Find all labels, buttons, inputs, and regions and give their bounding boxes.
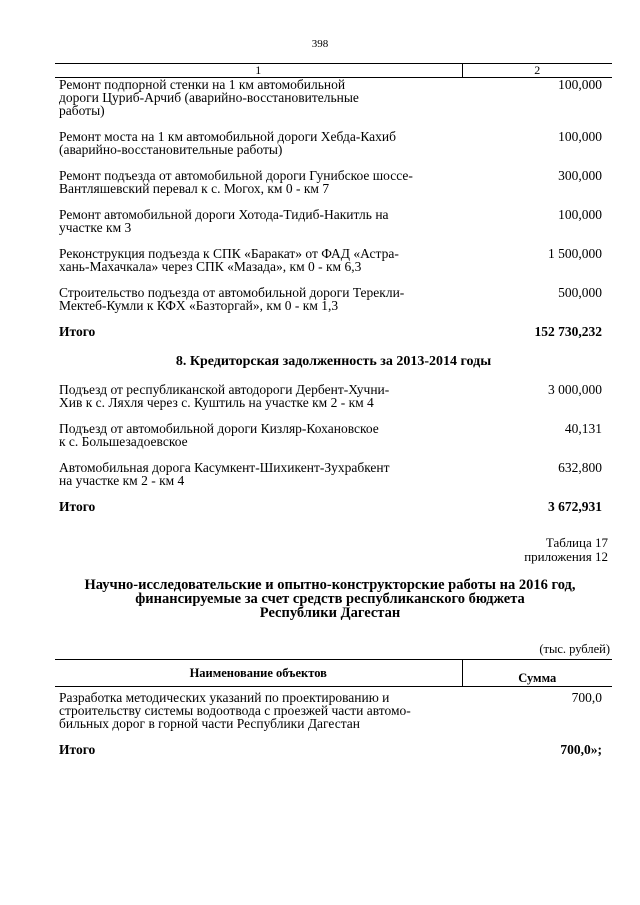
total-row <box>55 500 612 527</box>
object-name: Подъезд от автомобильной дороги Кизляр-Кохановское к с. Большезадоевское <box>59 421 379 449</box>
object-name: Ремонт подъезда от автомобильной дороги Гунибское шоссе- Вантляшевский перевал к с. Могох, км 0 - км 7 <box>59 168 413 196</box>
object-name: Ремонт автомобильной дороги Хотода-Тидиб-Накитль на участке км 3 <box>59 207 389 235</box>
object-amount: 1 500,000 <box>548 246 602 261</box>
table-row <box>55 78 612 131</box>
section-title: 8. Кредиторская задолженность за 2013-2014 годы <box>175 354 492 369</box>
column-header-2: 2 <box>462 64 612 78</box>
table-header-row <box>55 64 612 78</box>
table-row <box>55 422 612 461</box>
object-amount: 700,0 <box>571 690 602 705</box>
table-reference: Таблица 17 приложения 12 <box>524 535 608 564</box>
object-name: Реконструкция подъезда к СПК «Баракат» от ФАД «Астра- хань-Махачкала» через СПК «Мазада», км 0 - км 6,3 <box>59 246 399 274</box>
object-name: Строительство подъезда от автомобильной дороги Терекли- Мектеб-Кумли к КФХ «Базторгай», км 0 - км 1,3 <box>59 285 405 313</box>
column-header-1: 1 <box>55 64 462 78</box>
budget-table-research <box>55 659 612 770</box>
units-label: (тыс. рублей) <box>539 642 610 656</box>
table-row <box>55 461 612 500</box>
page-title: Научно-исследовательские и опытно-конструкторские работы на 2016 год, финансируемые за счет средств республиканского бюджета Республики Дагестан <box>84 577 576 621</box>
table-row <box>55 286 612 325</box>
total-amount: 3 672,931 <box>548 499 602 514</box>
object-name: Ремонт моста на 1 км автомобильной дороги Хебда-Кахиб (аварийно-восстановительные работы) <box>59 129 397 157</box>
table-row <box>55 169 612 208</box>
table-row <box>55 130 612 169</box>
table-row <box>55 687 612 744</box>
budget-table-roads <box>55 63 612 527</box>
object-amount: 3 000,000 <box>548 382 602 397</box>
table-row <box>55 208 612 247</box>
table-row <box>55 247 612 286</box>
object-amount: 100,000 <box>558 77 602 92</box>
object-amount: 100,000 <box>558 207 602 222</box>
table-row <box>55 383 612 422</box>
total-amount: 152 730,232 <box>534 324 602 339</box>
total-row <box>55 743 612 770</box>
section-heading-row <box>55 352 612 383</box>
object-name: Ремонт подпорной стенки на 1 км автомобильной дороги Цуриб-Арчиб (аварийно-восстановительные работы) <box>59 77 359 118</box>
total-amount: 700,0»; <box>560 742 602 757</box>
object-name: Автомобильная дорога Касумкент-Шихикент-Зухрабкент на участке км 2 - км 4 <box>59 460 390 488</box>
object-amount: 40,131 <box>564 421 602 436</box>
object-amount: 500,000 <box>558 285 602 300</box>
total-label: Итого <box>59 742 96 757</box>
object-amount: 632,800 <box>558 460 602 475</box>
object-amount: 300,000 <box>558 168 602 183</box>
object-name: Подъезд от республиканской автодороги Дербент-Хучни- Хив к с. Ляхля через с. Куштиль на участке км 2 - км 4 <box>59 382 390 410</box>
total-label: Итого <box>59 499 96 514</box>
total-row <box>55 325 612 352</box>
column-header-name: Наименование объектов <box>55 660 462 687</box>
object-amount: 100,000 <box>558 129 602 144</box>
page-number: 398 <box>311 38 329 50</box>
total-label: Итого <box>59 324 96 339</box>
column-header-sum: Сумма <box>462 660 612 687</box>
object-name: Разработка методических указаний по проектированию и строительству системы водоотвода с проезжей части автомо- бильных дорог в горной части Республики Дагестан <box>59 690 411 731</box>
table-header-row <box>55 660 612 687</box>
